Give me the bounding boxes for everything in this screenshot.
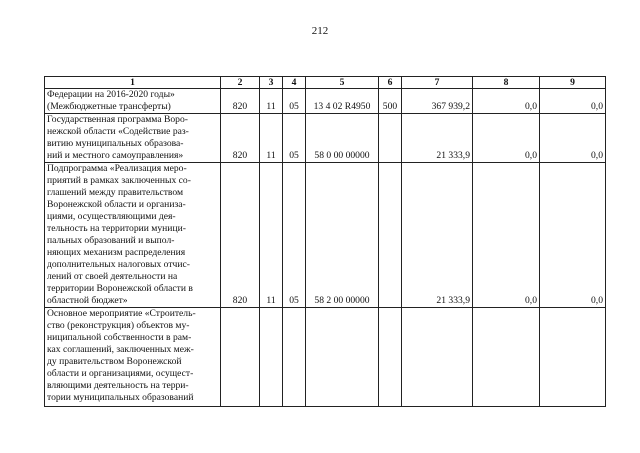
row-name-line: ду правительством Воронежской [47,356,182,367]
cell-subsection [283,308,306,407]
row-name-line: ках соглашений, заключенных меж- [47,344,194,355]
row-name [45,163,221,308]
row-name-line: витию муниципальных образова- [47,138,184,149]
cell-target-article: 58 2 00 00000 [306,163,379,308]
header-col-1: 1 [45,77,221,89]
cell-amount-3: 0,0 [540,89,606,114]
cell-amount-1: 21 333,9 [402,163,473,308]
budget-table [44,76,606,407]
cell-amount-2: 0,0 [473,89,540,114]
header-col-8: 8 [473,77,540,89]
cell-amount-2: 0,0 [473,163,540,308]
row-name-line: ниципальной собственности в рам- [47,332,192,343]
cell-section: 11 [260,114,283,163]
cell-amount-3 [540,308,606,407]
row-name-line: территории Воронежской области в [47,283,193,294]
header-col-2: 2 [221,77,260,89]
row-name [45,89,221,114]
row-name-line: приятий в рамках заключенных со- [47,175,191,186]
header-row [45,77,606,89]
header-col-7: 7 [402,77,473,89]
row-name-line: (Межбюджетные трансферты) [47,101,171,112]
cell-target-article: 58 0 00 00000 [306,114,379,163]
page-number: 212 [311,25,329,37]
cell-expense-type: 500 [379,89,402,114]
cell-section: 11 [260,89,283,114]
table-row [45,308,606,407]
row-name-line: пальных образований и выпол- [47,235,175,246]
cell-ministry-code: 820 [221,114,260,163]
cell-expense-type [379,114,402,163]
cell-section: 11 [260,163,283,308]
cell-amount-2: 0,0 [473,114,540,163]
header-col-6: 6 [379,77,402,89]
header-col-3: 3 [260,77,283,89]
row-name-line: глашений между правительством [47,187,184,198]
cell-amount-1: 21 333,9 [402,114,473,163]
cell-amount-3: 0,0 [540,163,606,308]
cell-target-article [306,308,379,407]
row-name-line: тельность на территории муници- [47,223,186,234]
cell-target-article: 13 4 02 R4950 [306,89,379,114]
row-name-line: няющих механизм распределения [47,247,186,258]
cell-amount-1: 367 939,2 [402,89,473,114]
row-name-line: ство (реконструкция) объектов му- [47,320,190,331]
header-col-4: 4 [283,77,306,89]
row-name-line: Государственная программа Воро- [47,114,188,125]
row-name-line: тории муниципальных образований [47,392,194,403]
header-col-5: 5 [306,77,379,89]
row-name-line: дополнительных налоговых отчис- [47,259,190,270]
cell-expense-type [379,163,402,308]
row-name-line: Федерации на 2016-2020 годы» [47,89,175,100]
cell-subsection: 05 [283,163,306,308]
cell-amount-3: 0,0 [540,114,606,163]
cell-subsection: 05 [283,114,306,163]
table-row [45,89,606,114]
cell-ministry-code: 820 [221,89,260,114]
row-name-line: областной бюджет» [47,295,128,306]
row-name-line: лений от своей деятельности на [47,271,178,282]
cell-subsection: 05 [283,89,306,114]
row-name-line: циями, осуществляющими дея- [47,211,176,222]
cell-amount-1 [402,308,473,407]
row-name-line: области и организациями, осущест- [47,368,194,379]
row-name-line: Воронежской области и организа- [47,199,186,210]
cell-ministry-code: 820 [221,163,260,308]
cell-ministry-code [221,308,260,407]
cell-section [260,308,283,407]
row-name-line: Подпрограмма «Реализация меро- [47,163,187,174]
table-row [45,163,606,308]
cell-amount-2 [473,308,540,407]
row-name-line: вляющими деятельность на терри- [47,380,189,391]
row-name [45,114,221,163]
header-col-9: 9 [540,77,606,89]
row-name [45,308,221,407]
row-name-line: ний и местного самоуправления» [47,150,184,161]
row-name-line: нежской области «Содействие раз- [47,126,189,137]
cell-expense-type [379,308,402,407]
row-name-line: Основное мероприятие «Строитель- [47,308,196,319]
table-row [45,114,606,163]
